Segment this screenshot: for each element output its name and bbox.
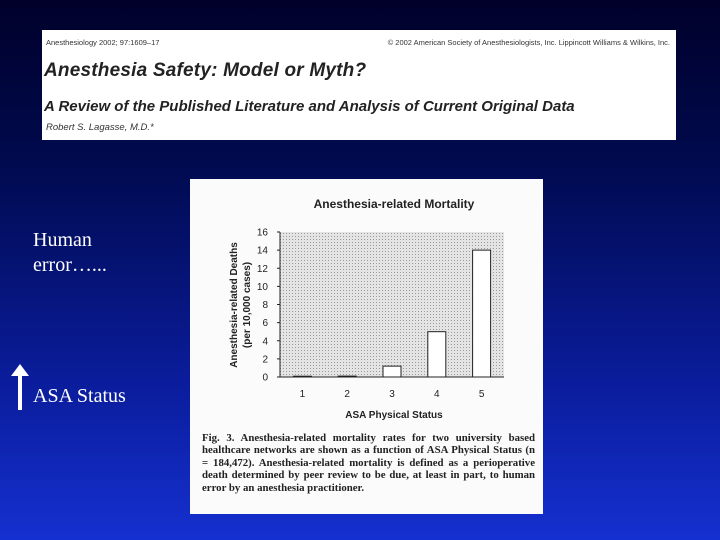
figure-caption: Fig. 3. Anesthesia-related mortality rates for two university based healthcare networks are shown as a function of ASA Physical Status (n = 184,472). Anesthesia-related mortality is defined as a perioperative death determined by peer review to be due, at least in part, to human error by an anesthesia practitioner.: [202, 432, 535, 494]
x-tick-label: 5: [478, 389, 485, 400]
paper-title: Anesthesia Safety: Model or Myth?: [44, 60, 367, 81]
up-arrow-icon: [10, 364, 30, 412]
mortality-bar-chart: [190, 179, 543, 429]
arrow-shaft: [18, 374, 22, 410]
plot-area: [280, 232, 504, 377]
y-axis-label: Anesthesia-related Deaths: [229, 242, 240, 368]
y-axis-label-units: (per 10,000 cases): [242, 261, 253, 349]
y-tick-label: 6: [262, 318, 268, 330]
x-tick-labels: [300, 389, 485, 400]
paper-subtitle: A Review of the Published Literature and Analysis of Current Original Data: [44, 98, 575, 115]
y-tick-label: 4: [262, 336, 268, 348]
bar-asa-5: [473, 250, 491, 377]
chart-title: Anesthesia-related Mortality: [313, 197, 475, 211]
x-tick-label: 4: [434, 389, 440, 400]
asa-status-label: ASA Status: [33, 385, 126, 407]
bar-asa-1: [293, 376, 311, 377]
y-tick-labels: [257, 228, 280, 384]
journal-copyright: © 2002 American Society of Anesthesiologists, Inc. Lippincott Williams & Wilkins, Inc.: [387, 38, 670, 47]
y-tick-label: 10: [256, 281, 268, 293]
y-tick-label: 2: [262, 354, 268, 366]
x-tick-label: 3: [389, 389, 395, 400]
journal-citation: Anesthesiology 2002; 97:1609–17: [46, 38, 160, 47]
x-tick-label: 2: [344, 389, 350, 400]
y-tick-label: 8: [262, 300, 268, 311]
figure-panel: [190, 179, 543, 514]
paper-author: Robert S. Lagasse, M.D.*: [46, 122, 154, 133]
x-tick-label: 1: [299, 389, 306, 400]
arrow-head: [11, 364, 29, 376]
bar-asa-4: [428, 332, 446, 377]
y-tick-label: 14: [256, 245, 268, 257]
y-tick-label: 12: [256, 263, 268, 275]
y-tick-label: 16: [256, 227, 268, 239]
human-error-label: Human error…...: [33, 229, 107, 276]
bar-asa-3: [383, 366, 401, 377]
paper-header-clipping: [42, 30, 676, 140]
bar-asa-2: [338, 376, 356, 377]
x-axis-label: ASA Physical Status: [345, 410, 443, 421]
y-tick-label: 0: [262, 372, 268, 384]
